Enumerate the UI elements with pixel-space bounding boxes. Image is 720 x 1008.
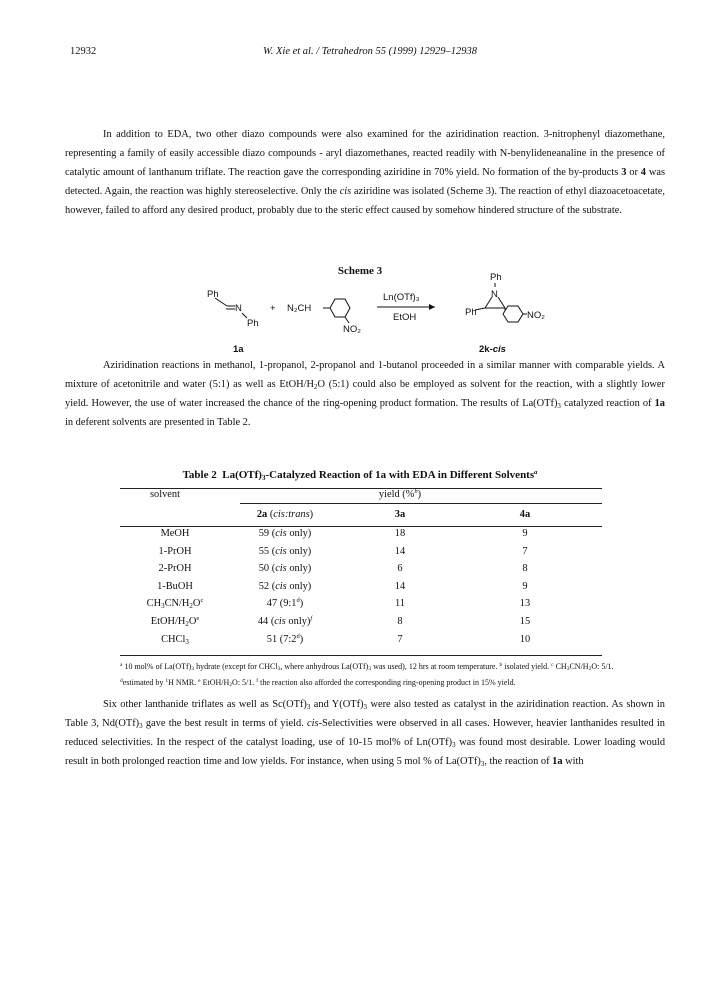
paragraph-catalysts: Six other lanthanide triflates as well as $Sc(OTf)_3$ and $Y(OTf)_3$ were also tested as catalyst in the aziridination reaction. As shown in Table 3, $Nd(OTf)_3$ gave the best result in terms of yield. cis-Selectivities were observed in all cases. However, heavier lanthanides resulted in reduced selectivities. In the respect of the catalyst loading, use of 10-15 mol% of $Ln(OTf)_3$ was found most desirable. Lower loading would result in both prolonged reaction time and low yields. For instance, when using 5 mol % of $La(OTf)_3$, the reaction of 1a with — [65, 699, 666, 768]
table-cell-4a: 9 — [522, 580, 528, 592]
table-cell-4a: 9 — [522, 528, 528, 539]
table-header-rule — [120, 526, 602, 527]
header-solvent: solvent — [149, 489, 180, 500]
table-cell-2a: 44 (cis only)$^f$ — [257, 615, 313, 627]
table-cell-3a: 11 — [394, 598, 405, 610]
table-bottom-rule — [120, 655, 602, 656]
table-cell-4a: 7 — [522, 545, 528, 557]
scheme-3-reaction — [195, 270, 555, 355]
yield-rule — [240, 503, 602, 504]
table-cell-3a: 7 — [397, 633, 403, 645]
nitro-group-product: NO₂ — [527, 310, 545, 321]
imine-ph-bottom: Ph — [247, 318, 259, 329]
table-cell-2a: 52 (cis only) — [258, 580, 312, 592]
benzene-ring-reactant — [323, 299, 350, 323]
paragraph-solvents: Aziridination reactions in methanol, 1-propanol, 2-propanol and 1-butanol proceeded in a similar manner with comparable yields. A mixture of acetonitrile and water (5:1) as well as EtOH/$H_2O$ (5:1) could also be employed as solvent for the reaction, with a slightly lower yield. However, the use of water increased the chance of the ring-opening product formation. The results of $La(OTf)_3$ catalyzed reaction of 1a in deferent solvents are presented in Table 2. — [65, 360, 665, 428]
aziridine-ring — [475, 283, 527, 322]
table-cell-4a: 8 — [522, 563, 528, 575]
paragraph-diazo-compounds: In addition to EDA, two other diazo compounds were also examined for the aziridination reaction. 3-nitrophenyl diazomethane, representing a family of easily accessible diazo compounds - aryl diazomethanes, reacted readily with N-benylideneanaline in the presence of catalytic amount of lanthanum triflate. The reaction gave the corresponding aziridine in 70% yield. No formation of the by-products 3 or 4 was detected. Again, the reaction was highly stereoselective. Only the cis aziridine was isolated (Scheme 3). The reaction of ethyl diazoacetoacetate, however, failed to afford any desired product, probably due to the steric effect caused by somehow hindered structure of the substrate. — [65, 129, 665, 216]
table-cell-2a: 51 (7:2$^d$) — [266, 632, 304, 645]
scheme-title: Scheme 3 — [337, 265, 383, 277]
table-cell-4a: 13 — [519, 598, 531, 610]
product-n: N — [491, 289, 498, 300]
table-cell-2a: 59 (cis only) — [258, 528, 312, 539]
subheader-3a: 3a — [394, 509, 406, 520]
table-caption: Table 2 $La(OTf)_3$-Catalyzed Reaction of 1a with EDA in Different Solvents$^a$ — [182, 469, 538, 482]
solvent-label: EtOH — [393, 312, 417, 323]
table-cell-solvent: MeOH — [160, 528, 190, 539]
table-cell-solvent: EtOH/$H_2O^e$ — [150, 615, 200, 628]
table-cell-4a: 15 — [519, 616, 531, 627]
table-footnote: $^a$ 10 mol% of $La(OTf)_3$ hydrate (except for CHCl$_3$, where anhydrous $La(OTf)_3$ was used), 12 hrs at room temperature. $^b$ isolated yield. $^c$ $CH_3CN/H_2O$: 5/1. $^d$estimated by $^1$H NMR. $^e$ EtOH/$H_2O$: 5/1. $^f$ the reaction also afforded the corresponding ring-opening product in 15% yield. — [120, 662, 614, 688]
table-cell-solvent: CHCl$_3$ — [161, 633, 189, 646]
compound-label-1a: 1a — [233, 344, 244, 355]
product-ph-ring: Ph — [465, 307, 477, 318]
imine-ph-top: Ph — [207, 289, 219, 300]
page-number: 12932 — [70, 46, 97, 57]
table-cell-3a: 14 — [394, 545, 406, 557]
table-cell-solvent: $CH_3CN/H_2O^c$ — [146, 597, 204, 611]
plus-sign: + — [270, 303, 276, 314]
table-cell-3a: 14 — [394, 580, 406, 592]
diazo-prefix: N₂CH — [287, 303, 312, 314]
table-cell-2a: 47 (9:1$^d$) — [266, 597, 304, 610]
table-cell-3a: 6 — [397, 563, 403, 575]
subheader-2a: 2a (cis:trans) — [256, 509, 314, 520]
subheader-4a: 4a — [519, 509, 531, 520]
table-cell-3a: 8 — [397, 616, 403, 627]
nitro-group-reactant: NO₂ — [343, 324, 361, 335]
product-ph-n: Ph — [490, 272, 502, 283]
table-cell-2a: 50 (cis only) — [258, 563, 312, 575]
catalyst-label: Ln(OTf)₃ — [383, 292, 420, 303]
table-cell-solvent: 1-PrOH — [158, 545, 192, 557]
compound-label-2k: 2k-cis — [479, 344, 506, 355]
table-cell-2a: 55 (cis only) — [258, 545, 312, 557]
reactant-imine — [215, 298, 247, 318]
table-cell-3a: 18 — [394, 528, 406, 539]
table-cell-solvent: 1-BuOH — [157, 580, 193, 592]
imine-n: N — [235, 303, 242, 314]
running-title: W. Xie et al. / Tetrahedron 55 (1999) 12929–12938 — [262, 46, 478, 57]
table-cell-solvent: 2-PrOH — [158, 563, 192, 575]
table-cell-4a: 10 — [519, 633, 531, 645]
header-yield: yield (%$^b$) — [378, 488, 422, 500]
